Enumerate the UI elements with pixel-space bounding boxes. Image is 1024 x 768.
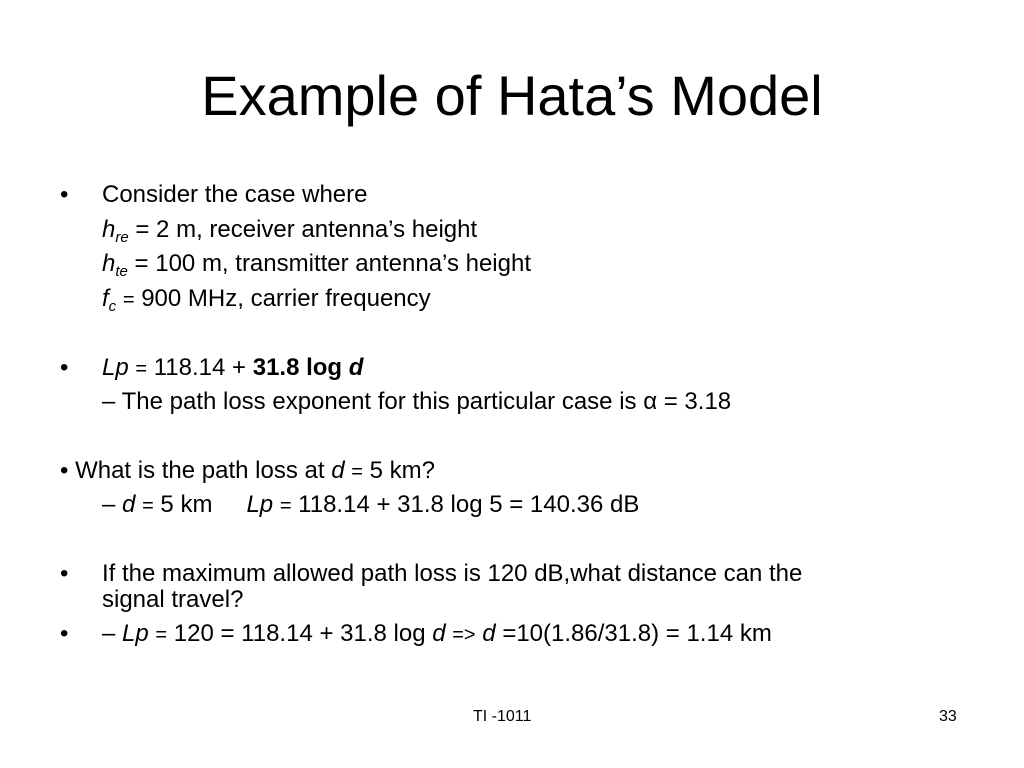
page-title: Example of Hata’s Model	[201, 64, 823, 127]
te-subscript: te	[115, 263, 128, 280]
bullet-marker: •	[60, 560, 69, 587]
equals-sign: =	[122, 289, 135, 311]
d-symbol: d	[348, 354, 364, 381]
question-value: 5 km?	[369, 457, 435, 484]
lp-symbol: Lp	[246, 491, 274, 518]
lp-formula-line	[102, 354, 363, 383]
lp-symbol: Lp	[102, 354, 129, 381]
dash-marker: –	[102, 388, 116, 415]
d-symbol: d	[331, 457, 345, 484]
hte-line	[102, 250, 531, 278]
fc-text: 900 MHz, carrier frequency	[141, 285, 431, 312]
h-symbol: h	[102, 250, 116, 277]
d-value: 5 km	[160, 491, 213, 518]
d-symbol: d	[432, 620, 446, 647]
intro-line: Consider the case where	[102, 181, 368, 208]
equals-sign: =	[142, 495, 154, 517]
equals-sign: =	[155, 624, 168, 646]
max-loss-question-line1: If the maximum allowed path loss is 120 dB,what distance can the	[102, 560, 803, 587]
exponent-line	[102, 388, 731, 416]
dash-marker: –	[102, 620, 116, 647]
c-subscript: c	[108, 298, 117, 315]
equals-sign: =	[135, 358, 148, 380]
exponent-text: The path loss exponent for this particular case is α = 3.18	[121, 388, 732, 415]
lp-constant: 118.14 +	[153, 354, 247, 381]
answer-line	[102, 491, 639, 520]
bullet-marker: •	[60, 354, 69, 381]
re-subscript: re	[115, 229, 129, 246]
footer-course: TI -1011	[473, 708, 532, 725]
question-line	[60, 457, 435, 486]
page-number: 33	[939, 708, 957, 725]
distance-answer-line	[102, 620, 772, 649]
implies-arrow: =>	[452, 624, 476, 646]
distance-result: =10(1.86/31.8) = 1.14 km	[502, 620, 772, 647]
question-text: What is the path loss at	[75, 457, 325, 484]
max-loss-question-line2: signal travel?	[102, 586, 244, 613]
hte-text: = 100 m, transmitter antenna’s height	[134, 250, 532, 277]
dash-marker: –	[102, 491, 116, 518]
d-symbol: d	[122, 491, 136, 518]
f-symbol: f	[102, 285, 109, 312]
lp-log-term: 31.8 log	[252, 354, 343, 381]
lp-result: 118.14 + 31.8 log 5 = 140.36 dB	[298, 491, 640, 518]
fc-line	[102, 285, 431, 314]
equals-sign: =	[279, 495, 292, 517]
lp-symbol: Lp	[122, 620, 149, 647]
distance-equation: 120 = 118.14 + 31.8 log	[173, 620, 426, 647]
hre-text: = 2 m, receiver antenna’s height	[135, 216, 478, 243]
equals-sign: =	[351, 461, 363, 483]
bullet-marker: •	[60, 181, 69, 208]
d-symbol: d	[482, 620, 496, 647]
bullet-marker: •	[60, 620, 69, 647]
hre-line	[102, 216, 477, 244]
bullet-marker: •	[60, 457, 69, 484]
h-symbol: h	[102, 216, 116, 243]
